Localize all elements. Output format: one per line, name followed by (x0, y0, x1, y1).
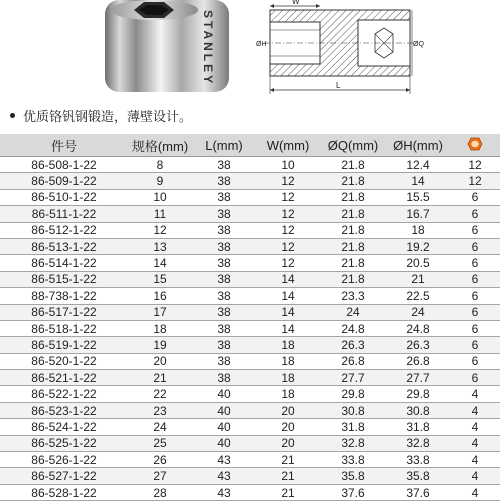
cell-w: 12 (256, 238, 320, 254)
cell-part-no: 86-518-1-22 (0, 320, 128, 336)
diagram-label-q: ØQ (413, 41, 424, 48)
cell-w: 14 (256, 288, 320, 304)
cell-points: 12 (450, 173, 500, 189)
cell-l: 40 (192, 402, 256, 418)
header-l: L(mm) (192, 134, 256, 157)
cell-l: 43 (192, 452, 256, 468)
cell-points: 6 (450, 255, 500, 271)
cell-l: 38 (192, 157, 256, 173)
hex-point-icon (467, 137, 483, 151)
product-area (0, 0, 500, 98)
cell-points: 6 (450, 206, 500, 222)
cell-points: 4 (450, 484, 500, 500)
cell-w: 12 (256, 173, 320, 189)
cell-part-no: 86-522-1-22 (0, 386, 128, 402)
cell-h: 20.5 (386, 255, 450, 271)
cell-l: 38 (192, 337, 256, 353)
cell-w: 14 (256, 271, 320, 287)
cell-q: 35.8 (320, 468, 386, 484)
cell-w: 21 (256, 452, 320, 468)
cell-part-no: 86-510-1-22 (0, 189, 128, 205)
cell-h: 19.2 (386, 238, 450, 254)
cell-part-no: 86-509-1-22 (0, 173, 128, 189)
header-q: ØQ(mm) (320, 134, 386, 157)
cell-l: 38 (192, 288, 256, 304)
bullet-dot-icon (10, 113, 15, 118)
cell-q: 33.8 (320, 452, 386, 468)
cell-size: 8 (128, 157, 192, 173)
cell-points: 6 (450, 288, 500, 304)
cell-h: 24 (386, 304, 450, 320)
cell-l: 38 (192, 238, 256, 254)
cell-part-no: 86-517-1-22 (0, 304, 128, 320)
spec-table (0, 134, 500, 501)
cell-h: 30.8 (386, 402, 450, 418)
cell-q: 21.8 (320, 206, 386, 222)
cell-size: 15 (128, 271, 192, 287)
cell-q: 23.3 (320, 288, 386, 304)
cell-q: 30.8 (320, 402, 386, 418)
cell-h: 27.7 (386, 370, 450, 386)
cell-l: 43 (192, 468, 256, 484)
cell-w: 14 (256, 304, 320, 320)
cell-size: 18 (128, 320, 192, 336)
cell-size: 26 (128, 452, 192, 468)
table-row (0, 402, 500, 418)
header-h: ØH(mm) (386, 134, 450, 157)
cell-h: 24.8 (386, 320, 450, 336)
table-row (0, 288, 500, 304)
cell-l: 40 (192, 386, 256, 402)
cell-points: 6 (450, 353, 500, 369)
cell-q: 21.8 (320, 255, 386, 271)
cell-q: 37.6 (320, 484, 386, 500)
cell-q: 21.8 (320, 271, 386, 287)
cell-l: 38 (192, 320, 256, 336)
cell-w: 18 (256, 370, 320, 386)
cell-h: 35.8 (386, 468, 450, 484)
cell-q: 21.8 (320, 238, 386, 254)
table-row (0, 255, 500, 271)
cell-h: 12.4 (386, 157, 450, 173)
cell-size: 19 (128, 337, 192, 353)
table-row (0, 419, 500, 435)
cell-q: 26.8 (320, 353, 386, 369)
diagram-label-l: L (336, 81, 341, 90)
cell-size: 14 (128, 255, 192, 271)
cell-w: 18 (256, 337, 320, 353)
cell-h: 14 (386, 173, 450, 189)
cell-part-no: 86-514-1-22 (0, 255, 128, 271)
cell-h: 26.3 (386, 337, 450, 353)
cell-l: 43 (192, 484, 256, 500)
cell-points: 6 (450, 222, 500, 238)
cell-part-no: 86-523-1-22 (0, 402, 128, 418)
cell-points: 6 (450, 238, 500, 254)
cell-size: 27 (128, 468, 192, 484)
cell-l: 38 (192, 304, 256, 320)
cell-part-no: 86-513-1-22 (0, 238, 128, 254)
cell-points: 4 (450, 435, 500, 451)
cell-w: 21 (256, 468, 320, 484)
cell-points: 6 (450, 304, 500, 320)
cell-h: 21 (386, 271, 450, 287)
cell-size: 13 (128, 238, 192, 254)
cell-l: 38 (192, 353, 256, 369)
cell-q: 26.3 (320, 337, 386, 353)
table-row (0, 452, 500, 468)
cell-points: 4 (450, 468, 500, 484)
cell-q: 24.8 (320, 320, 386, 336)
cell-q: 21.8 (320, 189, 386, 205)
cell-size: 25 (128, 435, 192, 451)
cell-points: 4 (450, 452, 500, 468)
table-row (0, 206, 500, 222)
cell-part-no: 86-512-1-22 (0, 222, 128, 238)
cell-l: 38 (192, 271, 256, 287)
cell-q: 29.8 (320, 386, 386, 402)
cell-h: 29.8 (386, 386, 450, 402)
cell-w: 12 (256, 189, 320, 205)
table-row (0, 238, 500, 254)
table-row (0, 468, 500, 484)
feature-text: 优质铬钒钢锻造，薄壁设计。 (23, 108, 193, 124)
cell-l: 38 (192, 206, 256, 222)
table-row (0, 173, 500, 189)
cell-size: 23 (128, 402, 192, 418)
header-size: 规格(mm) (128, 134, 192, 157)
cell-size: 20 (128, 353, 192, 369)
cell-part-no: 86-521-1-22 (0, 370, 128, 386)
diagram-label-w: W (292, 0, 300, 6)
cell-size: 22 (128, 386, 192, 402)
cell-part-no: 86-524-1-22 (0, 419, 128, 435)
cell-h: 33.8 (386, 452, 450, 468)
table-header-row (0, 134, 500, 157)
cell-q: 21.8 (320, 222, 386, 238)
socket-photo (92, 0, 242, 98)
cell-part-no: 86-527-1-22 (0, 468, 128, 484)
cell-l: 38 (192, 255, 256, 271)
cell-points: 12 (450, 157, 500, 173)
cell-w: 12 (256, 222, 320, 238)
cell-part-no: 86-525-1-22 (0, 435, 128, 451)
cell-points: 4 (450, 419, 500, 435)
cell-w: 14 (256, 320, 320, 336)
header-w: W(mm) (256, 134, 320, 157)
cell-size: 16 (128, 288, 192, 304)
cell-points: 4 (450, 386, 500, 402)
feature-bullet (4, 104, 192, 126)
cell-l: 38 (192, 222, 256, 238)
cell-part-no: 88-738-1-22 (0, 288, 128, 304)
cell-l: 40 (192, 419, 256, 435)
table-row (0, 271, 500, 287)
brand-text: STANLEY (201, 10, 215, 87)
table-row (0, 157, 500, 173)
cell-part-no: 86-511-1-22 (0, 206, 128, 222)
cell-points: 6 (450, 337, 500, 353)
cell-size: 21 (128, 370, 192, 386)
table-row (0, 222, 500, 238)
table-row (0, 337, 500, 353)
cell-q: 21.8 (320, 157, 386, 173)
cell-h: 37.6 (386, 484, 450, 500)
cell-h: 18 (386, 222, 450, 238)
cell-q: 27.7 (320, 370, 386, 386)
cell-size: 9 (128, 173, 192, 189)
cell-points: 6 (450, 271, 500, 287)
cell-w: 20 (256, 402, 320, 418)
cell-size: 10 (128, 189, 192, 205)
table-row (0, 189, 500, 205)
cell-points: 6 (450, 320, 500, 336)
table-row (0, 320, 500, 336)
table-row (0, 435, 500, 451)
table-row (0, 484, 500, 500)
cell-q: 24 (320, 304, 386, 320)
cell-part-no: 86-508-1-22 (0, 157, 128, 173)
cell-l: 40 (192, 435, 256, 451)
cell-q: 21.8 (320, 173, 386, 189)
diagram-label-h: ØH (256, 41, 267, 48)
cell-size: 24 (128, 419, 192, 435)
cell-h: 15.5 (386, 189, 450, 205)
cell-q: 32.8 (320, 435, 386, 451)
cell-l: 38 (192, 370, 256, 386)
cell-size: 17 (128, 304, 192, 320)
cell-h: 32.8 (386, 435, 450, 451)
cell-h: 16.7 (386, 206, 450, 222)
cell-part-no: 86-528-1-22 (0, 484, 128, 500)
table-row (0, 353, 500, 369)
cell-points: 6 (450, 370, 500, 386)
cell-w: 20 (256, 435, 320, 451)
cell-part-no: 86-519-1-22 (0, 337, 128, 353)
cell-l: 38 (192, 189, 256, 205)
header-points (450, 134, 500, 157)
cell-w: 18 (256, 353, 320, 369)
cell-h: 22.5 (386, 288, 450, 304)
cell-w: 10 (256, 157, 320, 173)
cell-points: 4 (450, 402, 500, 418)
cell-w: 18 (256, 386, 320, 402)
cell-size: 12 (128, 222, 192, 238)
cell-w: 12 (256, 206, 320, 222)
table-row (0, 304, 500, 320)
cell-size: 28 (128, 484, 192, 500)
cell-points: 6 (450, 189, 500, 205)
cell-q: 31.8 (320, 419, 386, 435)
cross-section-diagram (250, 0, 430, 98)
cell-w: 21 (256, 484, 320, 500)
cell-l: 38 (192, 173, 256, 189)
table-row (0, 370, 500, 386)
table-row (0, 386, 500, 402)
cell-h: 31.8 (386, 419, 450, 435)
cell-part-no: 86-520-1-22 (0, 353, 128, 369)
cell-w: 20 (256, 419, 320, 435)
cell-part-no: 86-526-1-22 (0, 452, 128, 468)
cell-size: 11 (128, 206, 192, 222)
cell-w: 12 (256, 255, 320, 271)
cell-part-no: 86-515-1-22 (0, 271, 128, 287)
cell-h: 26.8 (386, 353, 450, 369)
header-part-no: 件号 (0, 134, 128, 157)
